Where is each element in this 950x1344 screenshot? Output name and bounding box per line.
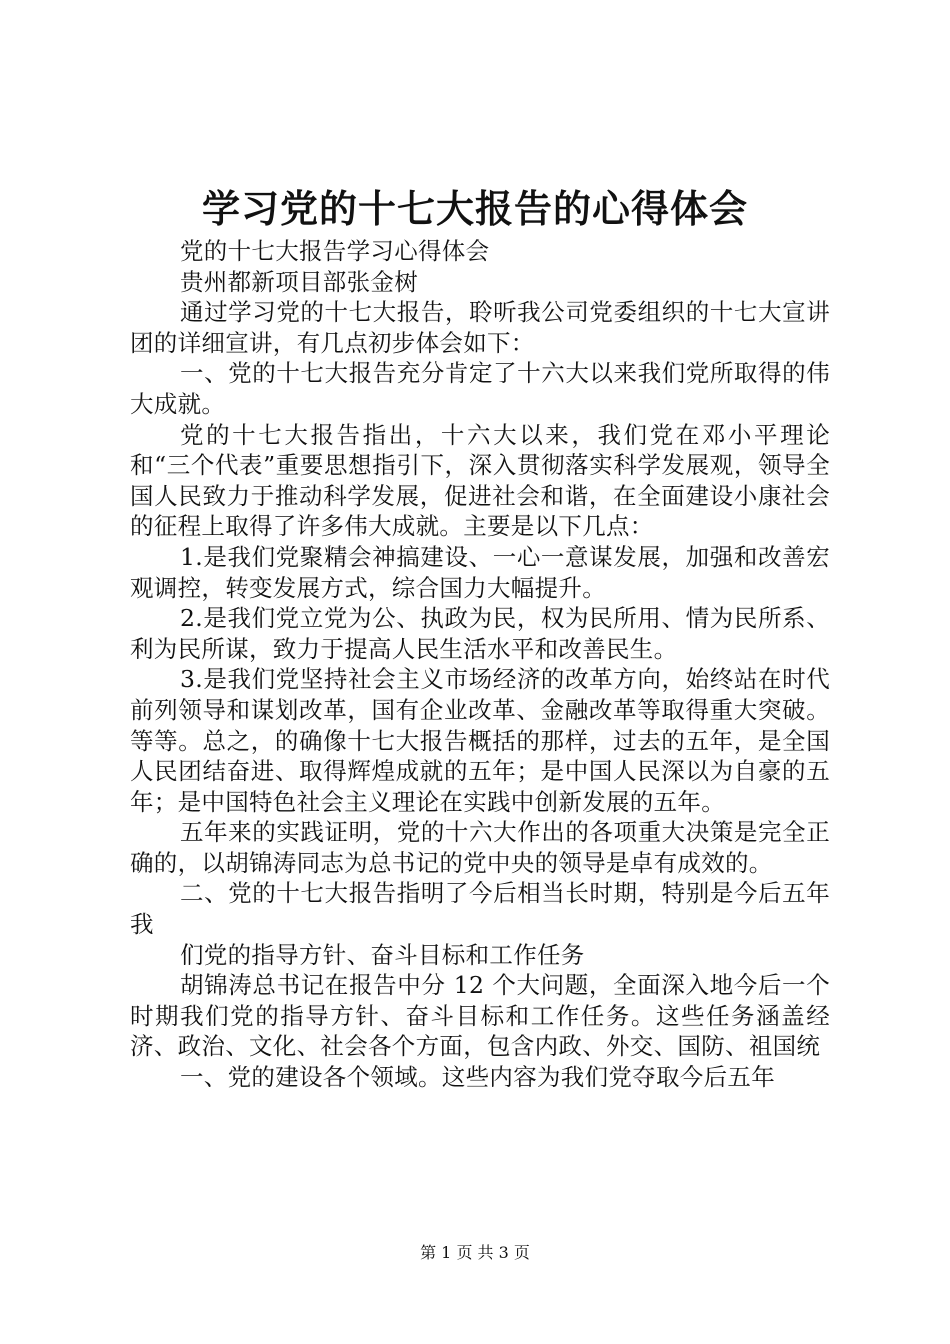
document-body [130, 236, 830, 1093]
paragraph: 1.是我们党聚精会神搞建设、一心一意谋发展，加强和改善宏观调控，转变发展方式，综合国力大幅提升。 [130, 542, 830, 602]
paragraph: 一、党的建设各个领域。这些内容为我们党夺取今后五年 [180, 1063, 775, 1092]
paragraph: 党的十七大报告学习心得体会 [180, 237, 490, 265]
paragraph: 党的十七大报告指出，十六大以来，我们党在邓小平理论和“三个代表”重要思想指引下，深入贯彻落实科学发展观，领导全国人民致力于推动科学发展，促进社会和谐，在全面建设小康社会的征程上取得了许多伟大成就。主要是以下几点： [130, 420, 830, 541]
paragraph: 胡锦涛总书记在报告中分 12 个大问题，全面深入地今后一个时期我们党的指导方针、奋斗目标和工作任务。这些任务涵盖经济、政治、文化、社会各个方面，包含内政、外交、国防、祖国统 [130, 971, 830, 1061]
paragraph: 们党的指导方针、奋斗目标和工作任务 [180, 940, 585, 969]
paragraph: 通过学习党的十七大报告，聆听我公司党委组织的十七大宣讲团的详细宣讲，有几点初步体会如下： [130, 298, 830, 357]
paragraph: 2.是我们党立党为公、执政为民，权为民所用、情为民所系、利为民所谋，致力于提高人民生活水平和改善民生。 [130, 604, 830, 663]
page-footer: 第 1 页 共 3 页 [420, 1243, 530, 1262]
paragraph: 五年来的实践证明，党的十六大作出的各项重大决策是完全正确的，以胡锦涛同志为总书记的党中央的领导是卓有成效的。 [130, 818, 830, 877]
paragraph: 贵州都新项目部张金树 [180, 267, 418, 296]
paragraph: 二、党的十七大报告指明了今后相当长时期，特别是今后五年我 [130, 879, 830, 939]
paragraph: 一、党的十七大报告充分肯定了十六大以来我们党所取得的伟大成就。 [130, 359, 830, 418]
document-title: 学习党的十七大报告的心得体会 [201, 186, 748, 231]
paragraph: 3.是我们党坚持社会主义市场经济的改革方向，始终站在时代前列领导和谋划改革，国有企业改革、金融改革等取得重大突破。等等。总之，的确像十七大报告概括的那样，过去的五年，是全国人民团结奋进、取得辉煌成就的五年；是中国人民深以为自豪的五年；是中国特色社会主义理论在实践中创新发展的五年。 [130, 665, 830, 816]
